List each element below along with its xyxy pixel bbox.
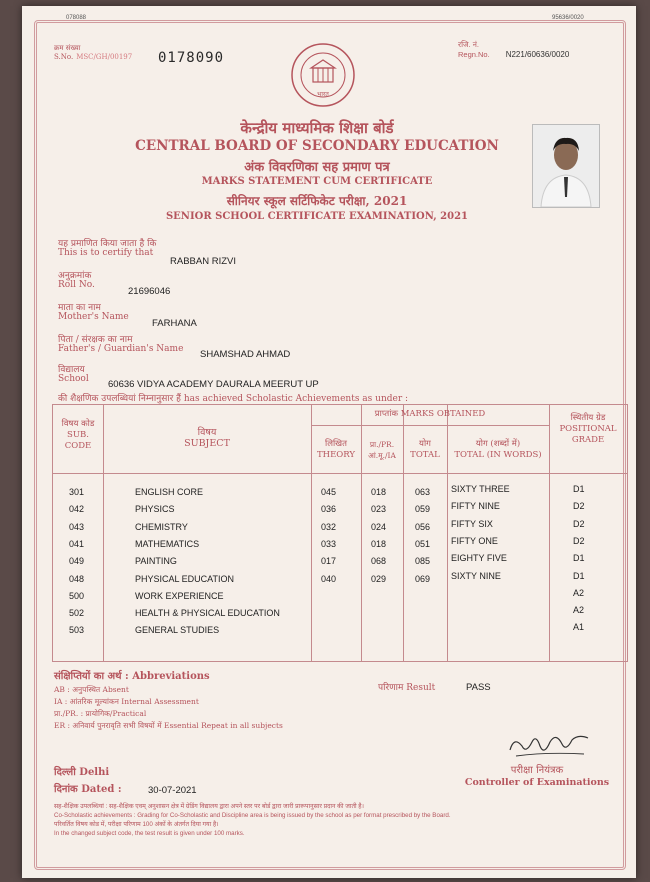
controller-title-hi: परीक्षा नियंत्रक — [510, 765, 564, 776]
abbrev-ab: AB : अनुपस्थित Absent — [54, 685, 129, 694]
mother-name: FARHANA — [152, 318, 197, 329]
abbrev-ia: IA : आंतरिक मूल्यांकन Internal Assessment — [54, 697, 199, 706]
cell-pr: 029 — [371, 573, 387, 584]
abbrev-list — [54, 684, 283, 732]
cell-words: FIFTY ONE — [451, 535, 498, 546]
cell-theory: 045 — [321, 487, 337, 497]
dated-label — [54, 781, 122, 795]
cell-total: 059 — [415, 504, 431, 515]
abbrev-title-hi: संक्षिप्तियों का अर्थ : — [54, 671, 129, 682]
place — [54, 764, 109, 778]
serial-label-en: S.No. — [54, 53, 74, 61]
cell-pr: 018 — [371, 487, 387, 497]
cell-code: 500 — [69, 590, 85, 601]
footer-line1-en: Co-Scholastic achievements : Grading for Co-Scholastic and Discipline area is being issued by the school as per format prescribed by the Board. — [54, 812, 451, 819]
cell-theory: 040 — [321, 573, 337, 584]
top-code-right: 95636/0020 — [552, 15, 584, 21]
cell-pr: 018 — [371, 538, 387, 549]
father-label-hi: पिता / संरक्षक का नाम — [58, 335, 133, 345]
th-practical — [361, 439, 403, 461]
board-name-hindi: केन्द्रीय माध्यमिक शिक्षा बोर्ड — [240, 119, 394, 137]
achievement-hi: की शैक्षणिक उपलब्धियां निम्नानुसार हैं — [58, 394, 181, 404]
roll-number: 21696046 — [128, 286, 171, 297]
cell-subject: PAINTING — [135, 556, 177, 567]
cell-grade: D1 — [573, 570, 585, 581]
footer-line2-hi: परिवर्तित विषय कोड में, परीक्षा परिणाम 100 अंकों के अंतर्गत दिया गया है। — [54, 821, 219, 828]
cell-subject: HEALTH & PHYSICAL EDUCATION — [135, 608, 280, 619]
cell-theory: 017 — [321, 556, 337, 567]
cell-theory: 033 — [321, 538, 337, 549]
cell-grade: D2 — [573, 501, 585, 512]
father-label-en: Father's / Guardian's Name — [58, 344, 184, 354]
school-name: 60636 VIDYA ACADEMY DAURALA MEERUT UP — [108, 379, 319, 390]
abbrev-pr: प्रा./PR. : प्रायोगिक/Practical — [54, 709, 147, 718]
regn-label-block — [458, 40, 569, 60]
cell-words: FIFTY SIX — [451, 518, 493, 529]
th-total-hi: योग — [419, 439, 431, 449]
cell-code: 048 — [69, 573, 85, 584]
th-marks-en: MARKS OBTAINED — [400, 409, 486, 419]
th-sub-code-hi: विषय कोड — [61, 419, 95, 429]
cell-grade: D2 — [573, 518, 585, 529]
cell-subject: WORK EXPERIENCE — [135, 590, 224, 601]
cell-code: 049 — [69, 556, 85, 567]
th-words-en: TOTAL (IN WORDS) — [454, 450, 542, 460]
th-grade-en1: POSITIONAL — [559, 424, 617, 434]
result-value: PASS — [466, 682, 491, 693]
abbrev-er: ER : अनिवार्य पुनरावृति सभी विषयों में Essential Repeat in all subjects — [54, 721, 283, 730]
student-name: RABBAN RIZVI — [170, 256, 236, 267]
th-marks-obtained — [311, 409, 549, 420]
result-label-en: Result — [406, 683, 436, 693]
certificate-title-english: MARKS STATEMENT CUM CERTIFICATE — [201, 176, 433, 187]
th-subject-en: SUBJECT — [184, 438, 230, 449]
cell-grade: D2 — [573, 535, 585, 546]
cell-subject: CHEMISTRY — [135, 521, 188, 532]
th-marks-hi: प्राप्तांक — [374, 409, 399, 419]
serial-label-hi: क्रम संख्या — [54, 44, 81, 52]
dated-label-hi: दिनांक — [54, 784, 78, 795]
cell-pr: 068 — [371, 556, 387, 567]
cell-code: 301 — [69, 487, 85, 497]
cell-total: 056 — [415, 521, 431, 532]
roll-label-hi: अनुक्रमांक — [58, 271, 92, 281]
serial-number: 0178090 — [158, 50, 225, 66]
regn-number: N221/60636/0020 — [505, 50, 570, 59]
regn-label-en: Regn.No. — [458, 50, 490, 59]
top-code-left: 078088 — [66, 15, 87, 21]
mother-label-en: Mother's Name — [58, 312, 129, 322]
th-practical-hi: प्रा./PR. — [369, 440, 395, 449]
cell-total: 085 — [415, 556, 431, 567]
roll-label-en: Roll No. — [58, 280, 95, 290]
cell-total: 063 — [415, 487, 431, 497]
board-name-english: CENTRAL BOARD OF SECONDARY EDUCATION — [135, 138, 499, 154]
cell-words: FIFTY NINE — [451, 501, 500, 512]
certify-label-en: This is to certify that — [58, 248, 154, 258]
cell-code: 043 — [69, 521, 85, 532]
dated-label-en: Dated : — [81, 784, 122, 795]
cell-pr: 024 — [371, 521, 387, 532]
cell-code: 502 — [69, 608, 85, 619]
footer-notes — [54, 802, 620, 838]
footer-line1-hi: सह-शैक्षिक उपलब्धियां : सह-शैक्षिक एवम् अनुशासन क्षेत्र में ग्रेडिंग विद्यालय द्वारा अपने स्तर पर बोर्ड द्वारा जारी प्रारूपानुसार प्रदान की जाती है। — [54, 803, 364, 810]
cell-subject: MATHEMATICS — [135, 538, 200, 549]
cell-subject: PHYSICS — [135, 504, 175, 515]
issue-date: 30-07-2021 — [148, 785, 197, 796]
place-hi: दिल्ली — [54, 767, 76, 778]
th-practical-en: आं.मू./IA — [368, 451, 396, 460]
cell-theory: 036 — [321, 504, 337, 515]
th-total — [403, 439, 447, 461]
th-grade-hi: स्थितीय ग्रेड — [570, 413, 606, 423]
cell-code: 503 — [69, 625, 85, 636]
cell-code: 042 — [69, 504, 85, 515]
abbrev-title — [54, 668, 210, 682]
emblem-text: भारत — [317, 91, 329, 98]
th-theory-hi: लिखित — [325, 439, 347, 449]
achievement-line — [58, 391, 408, 404]
cell-words: SIXTY THREE — [451, 484, 510, 494]
cell-subject: ENGLISH CORE — [135, 487, 204, 497]
cell-subject: GENERAL STUDIES — [135, 625, 220, 636]
result-label-hi: परिणाम — [378, 683, 404, 693]
certify-label-hi: यह प्रमाणित किया जाता है कि — [58, 239, 157, 249]
th-total-en: TOTAL — [410, 450, 440, 460]
th-sub-code-en2: CODE — [64, 441, 92, 451]
th-words-hi: योग (शब्दों में) — [475, 439, 521, 449]
th-subject-hi: विषय — [197, 427, 217, 438]
school-label-en: School — [58, 374, 89, 384]
achievement-en: has achieved Scholastic Achievements as under : — [183, 394, 409, 404]
cell-pr: 023 — [371, 504, 387, 515]
cbse-emblem-icon — [290, 42, 356, 108]
th-grade-en2: GRADE — [571, 435, 605, 445]
controller-title-en: Controller of Examinations — [464, 777, 610, 788]
cell-total: 069 — [415, 573, 431, 584]
cell-code: 041 — [69, 538, 85, 549]
school-label-hi: विद्यालय — [58, 365, 85, 375]
cell-grade: D1 — [573, 553, 585, 564]
certificate-title-hindi: अंक विवरणिका सह प्रमाण पत्र — [244, 160, 390, 175]
th-sub-code — [53, 419, 103, 452]
th-total-words — [447, 439, 549, 461]
footer-line2-en: In the changed subject code, the test result is given under 100 marks. — [54, 830, 245, 837]
marks-table — [52, 404, 628, 662]
result-label — [378, 680, 435, 693]
th-positional-grade — [549, 413, 627, 446]
serial-code: MSC/GH/00197 — [76, 53, 133, 61]
exam-name-english: SENIOR SCHOOL CERTIFICATE EXAMINATION, 2021 — [165, 211, 469, 222]
th-theory — [311, 439, 361, 461]
cell-subject: PHYSICAL EDUCATION — [135, 573, 235, 584]
th-subject — [103, 427, 311, 449]
controller-signature — [506, 728, 592, 766]
cell-grade: A2 — [573, 587, 585, 598]
place-en: Delhi — [79, 767, 110, 778]
exam-name-hindi: सीनियर स्कूल सर्टिफिकेट परीक्षा, 2021 — [226, 194, 408, 208]
abbrev-title-en: Abbreviations — [132, 671, 210, 682]
regn-label-hi: रजि. नं. — [458, 40, 479, 49]
th-theory-en: THEORY — [316, 450, 355, 460]
cell-total: 051 — [415, 538, 431, 549]
th-sub-code-en1: SUB. — [67, 430, 89, 440]
certificate-sheet — [22, 6, 636, 878]
cell-theory: 032 — [321, 521, 337, 532]
cell-grade: A2 — [573, 605, 585, 616]
cell-grade: D1 — [573, 484, 585, 494]
cell-words: SIXTY NINE — [451, 570, 501, 581]
mother-label-hi: माता का नाम — [58, 303, 101, 313]
serial-label-block — [54, 44, 132, 62]
father-name: SHAMSHAD AHMAD — [200, 349, 291, 360]
cell-words: EIGHTY FIVE — [451, 553, 507, 564]
cell-grade: A1 — [573, 622, 585, 633]
